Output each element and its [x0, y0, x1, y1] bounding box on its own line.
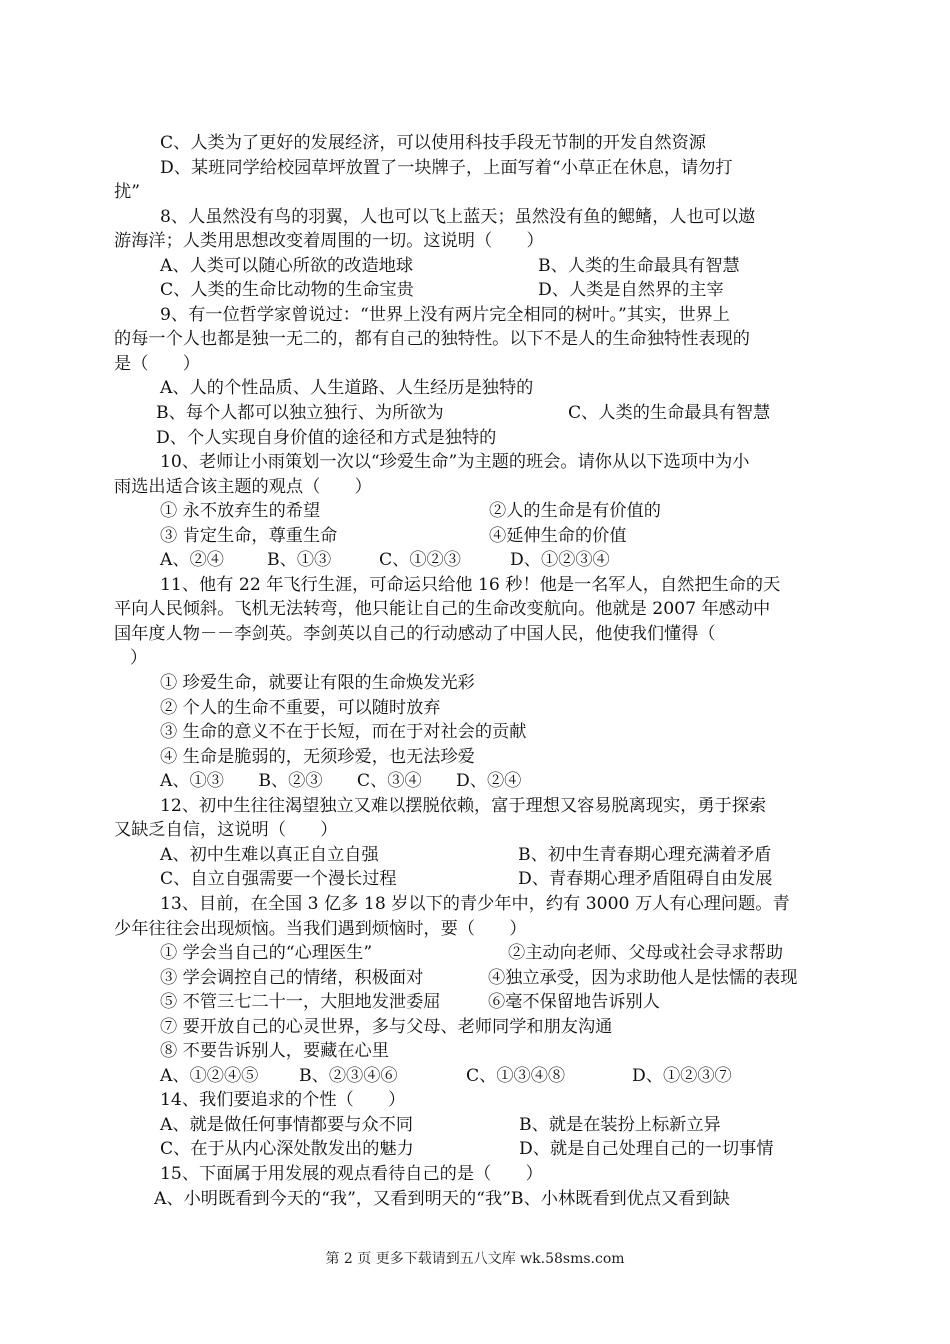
q8-option-c: C、人类的生命比动物的生命宝贵 [160, 280, 414, 301]
page-footer: 第 2 页 更多下载请到五八文库 wk.58sms.com [325, 1251, 625, 1267]
q8-stem-cont: 游海洋；人类用思想改变着周围的一切。这说明（ ） [114, 231, 544, 252]
q8-option-b: B、人类的生命最具有智慧 [538, 255, 740, 276]
q8-option-a: A、人类可以随心所欲的改造地球 [160, 255, 414, 276]
q10-item-3: ③ 肯定生命，尊重生命 [160, 525, 338, 546]
q12-options-cd [114, 867, 836, 892]
q9-option-d: D、个人实现自身价值的途径和方式是独特的 [156, 427, 497, 448]
q13-items-12 [114, 941, 836, 966]
q11-options: A、①③ B、②③ C、③④ D、②④ [160, 771, 522, 792]
q14-options-ab [114, 1113, 836, 1138]
q11-stem-cont3: ） [130, 648, 148, 669]
q9-options-bc [114, 401, 836, 426]
q13-stem: 13、目前，在全国 3 亿多 18 岁以下的青少年中，约有 3000 万人有心理问题。青 [160, 893, 790, 914]
q13-item-2: ②主动向老师、父母或社会寻求帮助 [508, 943, 784, 964]
q10-option-b: B、①③ [267, 550, 332, 571]
q11-item-4: ④ 生命是脆弱的，无须珍爱，也无法珍爱 [160, 746, 475, 767]
q9-option-b: B、每个人都可以独立独行、为所欲为 [156, 403, 444, 424]
q13-item-6: ⑥毫不保留地告诉别人 [488, 992, 660, 1013]
q13-items-56 [114, 990, 836, 1015]
q13-option-c: C、①③④⑧ [466, 1065, 566, 1086]
q12-stem: 12、初中生往往渴望独立又难以摆脱依赖，富于理想又容易脱离现实，勇于探索 [160, 795, 767, 816]
q7-option-c: C、人类为了更好的发展经济，可以使用科技手段无节制的开发自然资源 [160, 133, 706, 153]
q12-option-a: A、初中生难以真正自立自强 [160, 844, 379, 865]
q9-stem-cont: 的每一个人也都是独一无二的，都有自己的独特性。以下不是人的生命独特性表现的 [114, 329, 750, 350]
q10-option-a: A、②④ [160, 550, 224, 571]
q8-stem: 8、人虽然没有鸟的羽翼，人也可以飞上蓝天；虽然没有鱼的鳃鳍，人也可以遨 [160, 206, 756, 227]
q11-item-1: ① 珍爱生命，就要让有限的生命焕发光彩 [160, 673, 475, 694]
q12-option-b: B、初中生青春期心理充满着矛盾 [518, 844, 772, 865]
q11-stem: 11、他有 22 年飞行生涯，可命运只给他 16 秒！他是一名军人，自然把生命的天 [160, 574, 781, 595]
q12-stem-cont: 又缺乏自信，这说明（ ） [114, 820, 338, 841]
q13-option-d: D、①②③⑦ [632, 1065, 732, 1086]
q13-item-7: ⑦ 要开放自己的心灵世界，多与父母、老师同学和朋友沟通 [160, 1016, 613, 1037]
q14-options-cd [114, 1137, 836, 1162]
q15-options-line: A、小明既看到今天的“我”，又看到明天的“我”B、小林既看到优点又看到缺 [154, 1188, 730, 1209]
q10-option-d: D、①②③④ [510, 550, 610, 571]
q10-items-12 [114, 499, 836, 524]
q10-item-2: ②人的生命是有价值的 [489, 501, 661, 522]
q14-option-b: B、就是在装扮上标新立异 [519, 1114, 721, 1135]
q13-item-5: ⑤ 不管三七二十一，大胆地发泄委屈 [160, 992, 441, 1013]
q13-options [114, 1064, 836, 1089]
q11-item-2: ② 个人的生命不重要，可以随时放弃 [160, 697, 441, 718]
q10-options [114, 548, 836, 573]
q12-option-c: C、自立自强需要一个漫长过程 [160, 869, 397, 890]
q14-option-a: A、就是做任何事情都要与众不同 [160, 1114, 414, 1135]
q14-stem: 14、我们要追求的个性（ ） [160, 1090, 406, 1111]
q13-items-34 [114, 966, 836, 991]
q10-option-c: C、①②③ [379, 550, 461, 571]
q12-option-d: D、青春期心理矛盾阻碍自由发展 [518, 869, 773, 890]
q8-option-d: D、人类是自然界的主宰 [538, 280, 724, 301]
q8-options-cd [114, 278, 836, 303]
q14-option-d: D、就是自己处理自己的一切事情 [519, 1139, 774, 1160]
q13-option-b: B、②③④⑥ [299, 1065, 398, 1086]
q12-options-ab [114, 843, 836, 868]
q9-option-c: C、人类的生命最具有智慧 [568, 403, 771, 424]
q13-stem-cont: 少年往往会出现烦恼。当我们遇到烦恼时，要（ ） [114, 918, 527, 939]
q11-stem-cont2: 国年度人物－－李剑英。李剑英以自己的行动感动了中国人民，他使我们懂得（ [114, 623, 716, 644]
page-body [114, 131, 836, 1211]
q7-option-d: D、某班同学给校园草坪放置了一块牌子，上面写着“小草正在休息，请勿打 [160, 157, 733, 178]
q10-stem: 10、老师让小雨策划一次以“珍爱生命”为主题的班会。请你从以下选项中为小 [160, 452, 750, 473]
q13-item-8: ⑧ 不要告诉别人，要藏在心里 [160, 1041, 389, 1062]
q15-stem: 15、下面属于用发展的观点看待自己的是（ ） [160, 1163, 543, 1184]
q13-option-a: A、①②④⑤ [160, 1065, 259, 1086]
q7-option-d-cont: 扰” [114, 182, 140, 203]
q9-stem-cont2: 是（ ） [114, 353, 200, 374]
q8-options-ab [114, 254, 836, 279]
q13-item-4: ④独立承受，因为求助他人是怯懦的表现 [488, 967, 798, 988]
q9-stem: 9、有一位哲学家曾说过：“世界上没有两片完全相同的树叶。”其实，世界上 [160, 304, 730, 325]
q11-item-3: ③ 生命的意义不在于长短，而在于对社会的贡献 [160, 722, 527, 743]
q13-item-1: ① 学会当自己的“心理医生” [160, 943, 373, 964]
q13-item-3: ③ 学会调控自己的情绪，积极面对 [160, 967, 424, 988]
q14-option-c: C、在于从内心深处散发出的魅力 [160, 1139, 414, 1160]
q10-stem-cont: 雨选出适合该主题的观点（ ） [114, 476, 372, 497]
q9-option-a: A、人的个性品质、人生道路、人生经历是独特的 [160, 378, 534, 399]
q10-item-1: ① 永不放弃生的希望 [160, 501, 321, 522]
q11-stem-cont: 平向人民倾斜。飞机无法转弯，他只能让自己的生命改变航向。他就是 2007 年感动中 [114, 599, 771, 620]
q10-items-34 [114, 524, 836, 549]
q10-item-4: ④延伸生命的价值 [489, 525, 627, 546]
